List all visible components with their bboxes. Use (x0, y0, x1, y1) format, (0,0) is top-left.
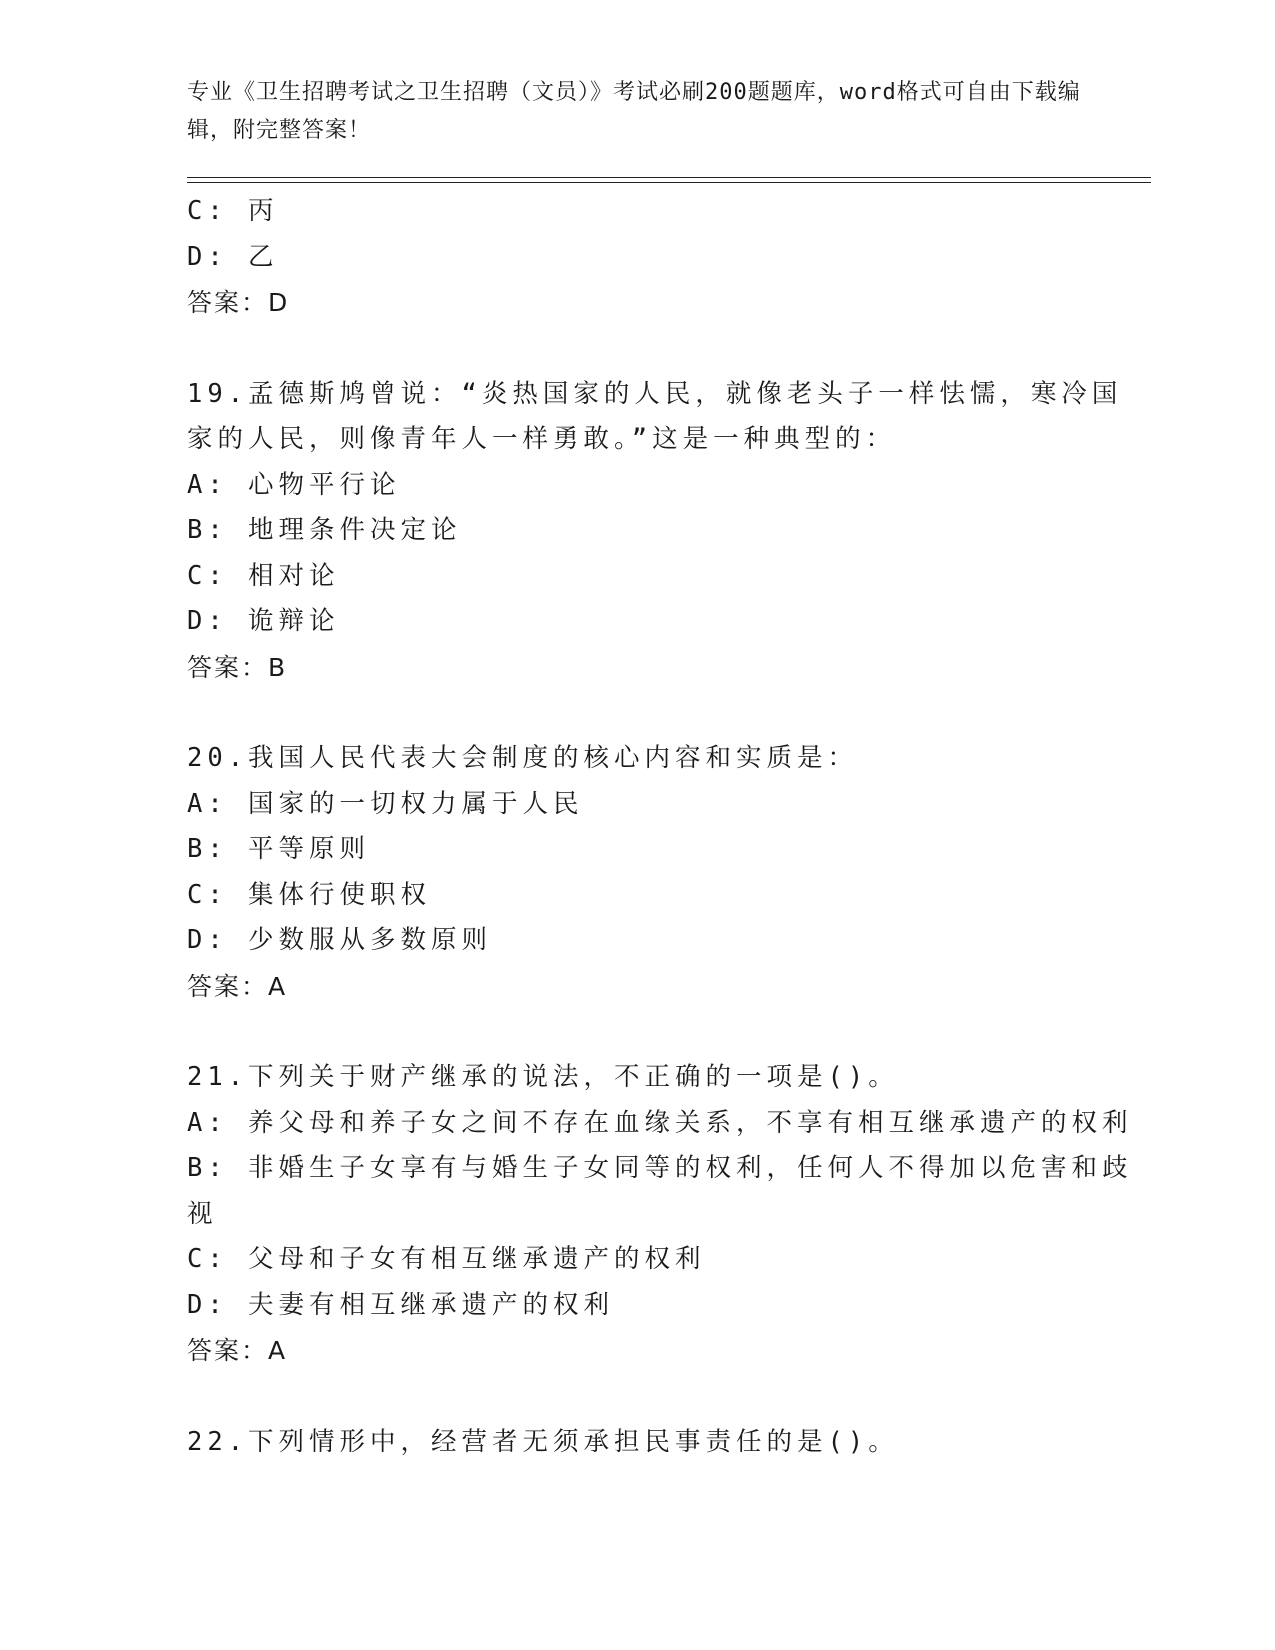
spacer (187, 1009, 1087, 1055)
option-d: D: 少数服从多数原则 (187, 925, 493, 955)
question-18-continuation (187, 189, 1087, 326)
option-b: B: 地理条件决定论 (187, 515, 462, 545)
spacer (187, 1374, 1087, 1420)
question-stem: 19.孟德斯鸠曾说：“炎热国家的人民，就像老头子一样怯懦，寒冷国 (187, 378, 1123, 409)
question-stem: 21.下列关于财产继承的说法，不正确的一项是()。 (187, 1062, 899, 1092)
answer: 答案：A (187, 1336, 288, 1365)
answer: 答案：D (187, 288, 290, 317)
header-rule-bottom (187, 182, 1151, 183)
header-rule-top (187, 177, 1151, 178)
spacer (187, 690, 1087, 736)
option-b-continued: 视 (187, 1198, 218, 1229)
option-a: A: 养父母和养子女之间不存在血缘关系，不享有相互继承遗产的权利 (187, 1107, 1133, 1138)
option-c: C: 丙 (187, 196, 279, 226)
question-stem: 20.我国人民代表大会制度的核心内容和实质是： (187, 743, 859, 773)
option-c: C: 父母和子女有相互继承遗产的权利 (187, 1244, 706, 1274)
document-header (187, 74, 1087, 150)
header-title: 专业《卫生招聘考试之卫生招聘（文员）》考试必刷200题题库，word格式可自由下载编辑，附完整答案！ (187, 80, 1081, 143)
option-c: C: 相对论 (187, 560, 340, 591)
question-stem: 22.下列情形中，经营者无须承担民事责任的是()。 (187, 1426, 899, 1457)
option-d: D: 诡辩论 (187, 606, 340, 636)
question-21 (187, 1055, 1133, 1374)
question-20 (187, 736, 1087, 1009)
document-body (187, 189, 1133, 1465)
spacer (187, 326, 1087, 372)
answer: 答案：B (187, 652, 288, 682)
option-a: A: 国家的一切权力属于人民 (187, 788, 584, 819)
option-b: B: 平等原则 (187, 834, 371, 864)
question-stem: 家的人民，则像青年人一样勇敢。”这是一种典型的： (187, 424, 897, 454)
option-b: B: 非婚生子女享有与婚生子女同等的权利，任何人不得加以危害和歧 (187, 1153, 1133, 1183)
option-a: A: 心物平行论 (187, 469, 401, 500)
question-22 (187, 1420, 1087, 1466)
option-d: D: 乙 (187, 241, 279, 272)
answer: 答案：A (187, 971, 288, 1001)
option-c: C: 集体行使职权 (187, 879, 432, 910)
option-d: D: 夫妻有相互继承遗产的权利 (187, 1289, 615, 1320)
question-19 (187, 372, 1123, 691)
